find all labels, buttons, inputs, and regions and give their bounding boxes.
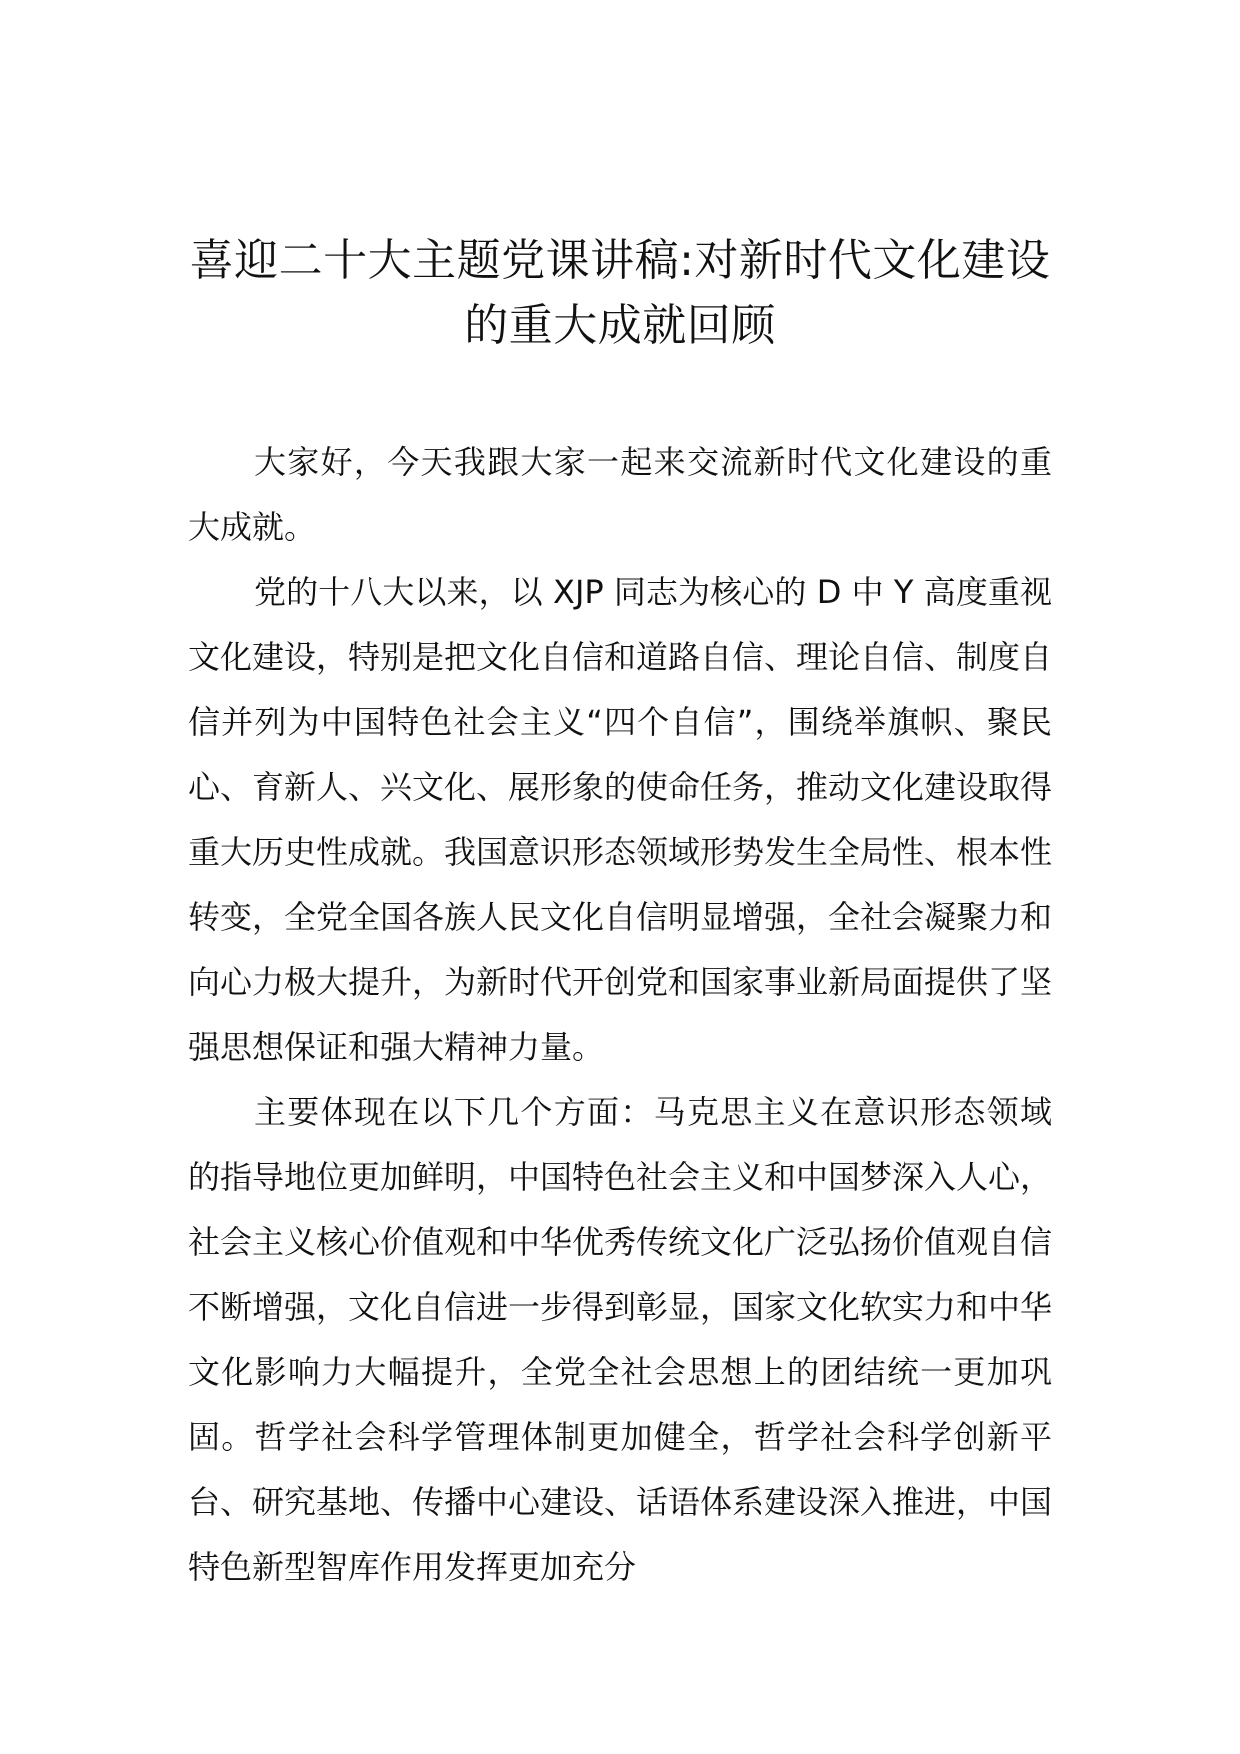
document-title: 喜迎二十大主题党课讲稿:对新时代文化建设的重大成就回顾 bbox=[189, 235, 1051, 351]
document-body bbox=[188, 430, 1052, 1600]
paragraph-greeting: 大家好，今天我跟大家一起来交流新时代文化建设的重大成就。 bbox=[188, 443, 1052, 546]
paragraph-main-aspects: 主要体现在以下几个方面：马克思主义在意识形态领域的指导地位更加鲜明，中国特色社会主义和中国梦深入人心，社会主义核心价值观和中华优秀传统文化广泛弘扬价值观自信不断增强，文化自信进一步得到彰显，国家文化软实力和中华文化影响力大幅提升，全党全社会思想上的团结统一更加巩固。哲学社会科学管理体制更加健全，哲学社会科学创新平台、研究基地、传播中心建设、话语体系建设深入推进，中国特色新型智库作用发挥更加充分 bbox=[188, 1093, 1053, 1586]
paragraph-achievements-overview: 党的十八大以来，以 XJP 同志为核心的 D 中 Y 高度重视文化建设，特别是把文化自信和道路自信、理论自信、制度自信并列为中国特色社会主义“四个自信”，围绕举旗帜、聚民心、育新人、兴文化、展形象的使命任务，推动文化建设取得重大历史性成就。我国意识形态领域形势发生全局性、根本性转变，全党全国各族人民文化自信明显增强，全社会凝聚力和向心力极大提升，为新时代开创党和国家事业新局面提供了坚强思想保证和强大精神力量。 bbox=[188, 573, 1053, 1066]
